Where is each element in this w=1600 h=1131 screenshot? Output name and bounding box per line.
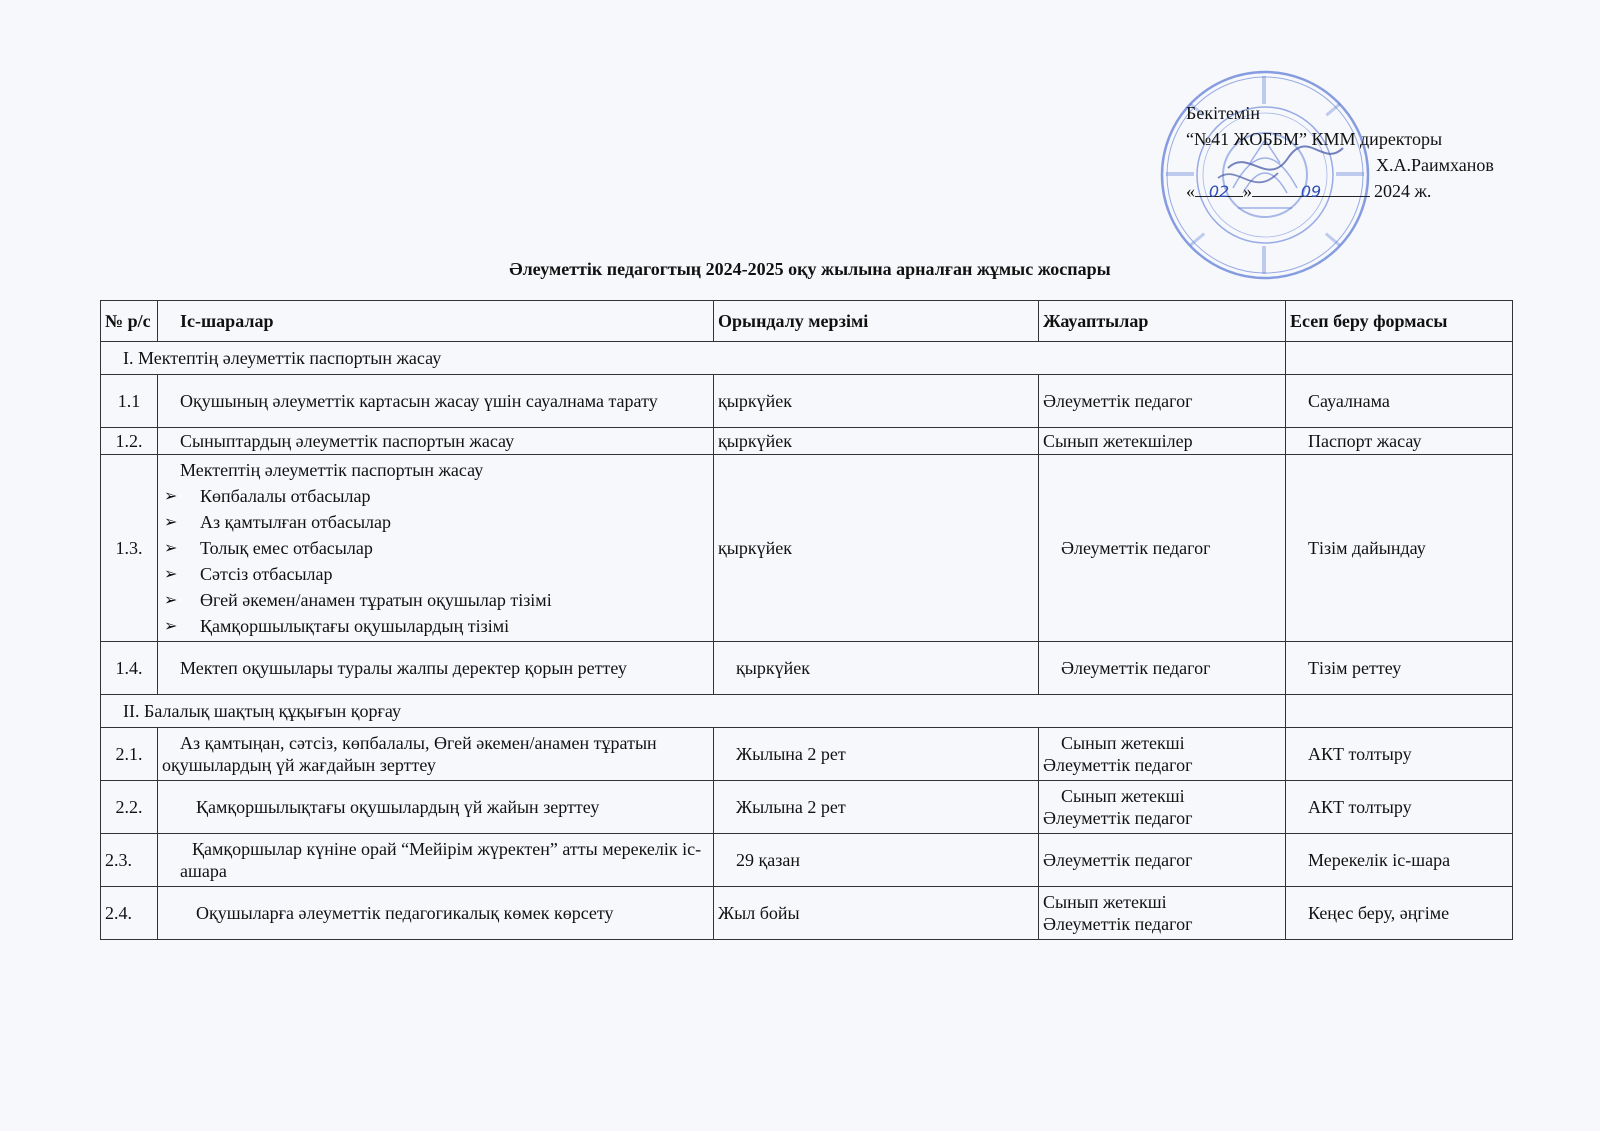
responsible-line: Әлеуметтік педагог — [1043, 808, 1193, 828]
responsible-line: Сынып жетекші — [1061, 786, 1185, 806]
section-title: І. Мектептің әлеуметтік паспортын жасау — [101, 342, 1286, 375]
row-report: АКТ толтыру — [1286, 728, 1513, 781]
row-number: 1.3. — [101, 455, 158, 642]
table-row — [101, 428, 1513, 455]
table-row — [101, 455, 1513, 642]
row-deadline: қыркүйек — [714, 375, 1039, 428]
row-report: Сауалнама — [1286, 375, 1513, 428]
row-report: АКТ толтыру — [1286, 781, 1513, 834]
family-category-list — [162, 483, 709, 639]
date-month-blank — [1252, 178, 1370, 201]
row-deadline: Жылына 2 рет — [714, 781, 1039, 834]
responsible-line: Сынып жетекші — [1043, 892, 1167, 912]
table-row — [101, 887, 1513, 940]
header-report-form: Есеп беру формасы — [1286, 301, 1513, 342]
row-activity: Мектеп оқушылары туралы жалпы деректер қорын реттеу — [158, 642, 714, 695]
approval-director-name: Х.А.Раимханов — [1376, 155, 1494, 175]
table-row — [101, 642, 1513, 695]
row-deadline: қыркүйек — [714, 455, 1039, 642]
row-deadline: Жылына 2 рет — [714, 728, 1039, 781]
row-deadline: қыркүйек — [714, 428, 1039, 455]
approval-approve-label: Бекітемін — [1186, 103, 1260, 123]
row-number: 1.1 — [101, 375, 158, 428]
row-deadline: қыркүйек — [714, 642, 1039, 695]
row-activity: Қамқоршылықтағы оқушылардың үй жайын зерттеу — [158, 781, 714, 834]
list-item: ➢ Сәтсіз отбасылар — [162, 561, 709, 587]
approval-block — [1186, 100, 1526, 204]
row-report: Кеңес беру, әңгіме — [1286, 887, 1513, 940]
responsible-line: Сынып жетекші — [1061, 733, 1185, 753]
list-item: ➢ Көпбалалы отбасылар — [162, 483, 709, 509]
date-day-handwritten: 02 — [1208, 182, 1230, 201]
section-title: ІІ. Балалық шақтың құқығын қорғау — [101, 695, 1286, 728]
row-activity: Оқушының әлеуметтік картасын жасау үшін сауалнама тарату — [158, 375, 714, 428]
section-row — [101, 695, 1513, 728]
row-number: 2.1. — [101, 728, 158, 781]
row-responsible: Әлеуметтік педагог — [1039, 375, 1286, 428]
header-number: № р/с — [101, 301, 158, 342]
header-deadline: Орындалу мерзімі — [714, 301, 1039, 342]
list-item: ➢ Өгей әкемен/анамен тұратын оқушылар тізімі — [162, 587, 709, 613]
section-empty-cell — [1286, 342, 1513, 375]
row-number: 2.2. — [101, 781, 158, 834]
responsible-line: Әлеуметтік педагог — [1043, 914, 1193, 934]
table-row — [101, 834, 1513, 887]
row-responsible: Әлеуметтік педагог — [1039, 834, 1286, 887]
section-row — [101, 342, 1513, 375]
row-responsible: Сынып жетекшілер — [1039, 428, 1286, 455]
table-row — [101, 375, 1513, 428]
row-report: Тізім реттеу — [1286, 642, 1513, 695]
header-activities: Іс-шаралар — [158, 301, 714, 342]
row-activity-list — [158, 455, 714, 642]
date-open-quote: « — [1186, 181, 1195, 201]
row-activity: Оқушыларға әлеуметтік педагогикалық көмек көрсету — [158, 887, 714, 940]
row-responsible — [1039, 887, 1286, 940]
approval-director-title: “№41 ЖОББМ” КММ директоры — [1186, 129, 1443, 149]
section-empty-cell — [1286, 695, 1513, 728]
table-row — [101, 781, 1513, 834]
row-responsible: Әлеуметтік педагог — [1039, 455, 1286, 642]
row-report: Мерекелік іс-шара — [1286, 834, 1513, 887]
row-number: 2.3. — [101, 834, 158, 887]
row-number: 2.4. — [101, 887, 158, 940]
date-day-blank — [1195, 178, 1243, 201]
date-close-quote: » — [1243, 181, 1252, 201]
date-month-handwritten: 09 — [1300, 182, 1322, 201]
list-item: ➢ Қамқоршылықтағы оқушылардың тізімі — [162, 613, 709, 639]
row-responsible — [1039, 781, 1286, 834]
row-number: 1.2. — [101, 428, 158, 455]
list-item: ➢ Аз қамтылған отбасылар — [162, 509, 709, 535]
responsible-line: Әлеуметтік педагог — [1043, 755, 1193, 775]
approval-date — [1186, 178, 1526, 204]
row-responsible — [1039, 728, 1286, 781]
row-activity: Қамқоршылар күніне орай “Мейірім жүректен” атты мерекелік іс-ашара — [158, 834, 714, 887]
row-deadline: 29 қазан — [714, 834, 1039, 887]
header-responsible: Жауаптылар — [1039, 301, 1286, 342]
row-report: Тізім дайындау — [1286, 455, 1513, 642]
list-item: ➢ Толық емес отбасылар — [162, 535, 709, 561]
table-header-row — [101, 301, 1513, 342]
row-deadline: Жыл бойы — [714, 887, 1039, 940]
document-title: Әлеуметтік педагогтың 2024-2025 оқу жылына арналған жұмыс жоспары — [509, 259, 1111, 279]
row-activity: Аз қамтыңан, сәтсіз, көпбалалы, Өгей әкемен/анамен тұратын оқушылардың үй жағдайын зерттеу — [158, 728, 714, 781]
work-plan-table — [100, 300, 1513, 940]
date-year: 2024 ж. — [1374, 181, 1432, 201]
table-row — [101, 728, 1513, 781]
row-activity: Сыныптардың әлеуметтік паспортын жасау — [158, 428, 714, 455]
row-report: Паспорт жасау — [1286, 428, 1513, 455]
row-activity: Мектептің әлеуметтік паспортын жасау — [180, 460, 484, 480]
row-responsible: Әлеуметтік педагог — [1039, 642, 1286, 695]
row-number: 1.4. — [101, 642, 158, 695]
